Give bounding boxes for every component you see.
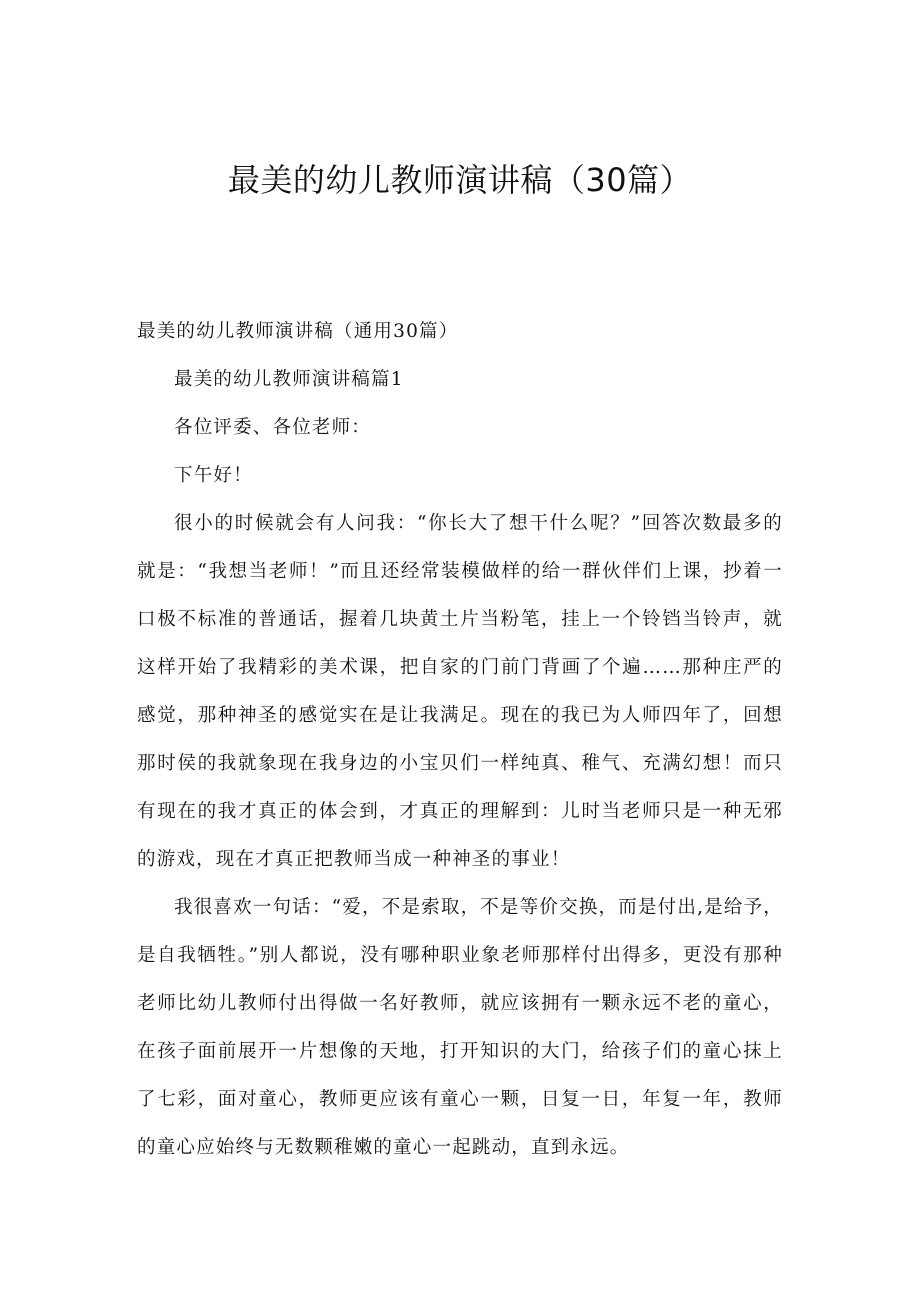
paragraph-teacher-love: 我很喜欢一句话：“爱，不是索取，不是等价交换，而是付出,是给予，是自我牺牲。”别人都说，没有哪种职业象老师那样付出得多，更没有那种老师比幼儿教师付出得做一名好教师，就应该拥有一颗永远不老的童心，在孩子面前展开一片想像的天地，打开知识的大门，给孩子们的童心抹上了七彩，面对童心，教师更应该有童心一颗，日复一日，年复一年，教师的童心应始终与无数颗稚嫩的童心一起跳动，直到永远。 <box>137 897 783 1158</box>
document-body <box>137 308 783 1172</box>
paragraph-childhood-dream: 很小的时候就会有人问我：“你长大了想干什么呢？”回答次数最多的就是：“我想当老师！”而且还经常装模做样的给一群伙伴们上课，抄着一口极不标准的普通话，握着几块黄土片当粉笔，挂上一个铃铛当铃声，就这样开始了我精彩的美术课，把自家的门前门背画了个遍……那种庄严的感觉，那种神圣的感觉实在是让我满足。现在的我已为人师四年了，回想那时侯的我就象现在我身边的小宝贝们一样纯真、稚气、充满幻想！而只有现在的我才真正的体会到，才真正的理解到：儿时当老师只是一种无邪的游戏，现在才真正把教师当成一种神圣的事业！ <box>137 513 783 870</box>
salutation: 各位评委、各位老师： <box>174 417 372 438</box>
document-subtitle: 最美的幼儿教师演讲稿（通用30篇） <box>137 321 459 342</box>
greeting: 下午好！ <box>174 465 253 486</box>
section-heading: 最美的幼儿教师演讲稿篇1 <box>174 369 404 390</box>
document-title: 最美的幼儿教师演讲稿（30篇） <box>227 161 693 199</box>
